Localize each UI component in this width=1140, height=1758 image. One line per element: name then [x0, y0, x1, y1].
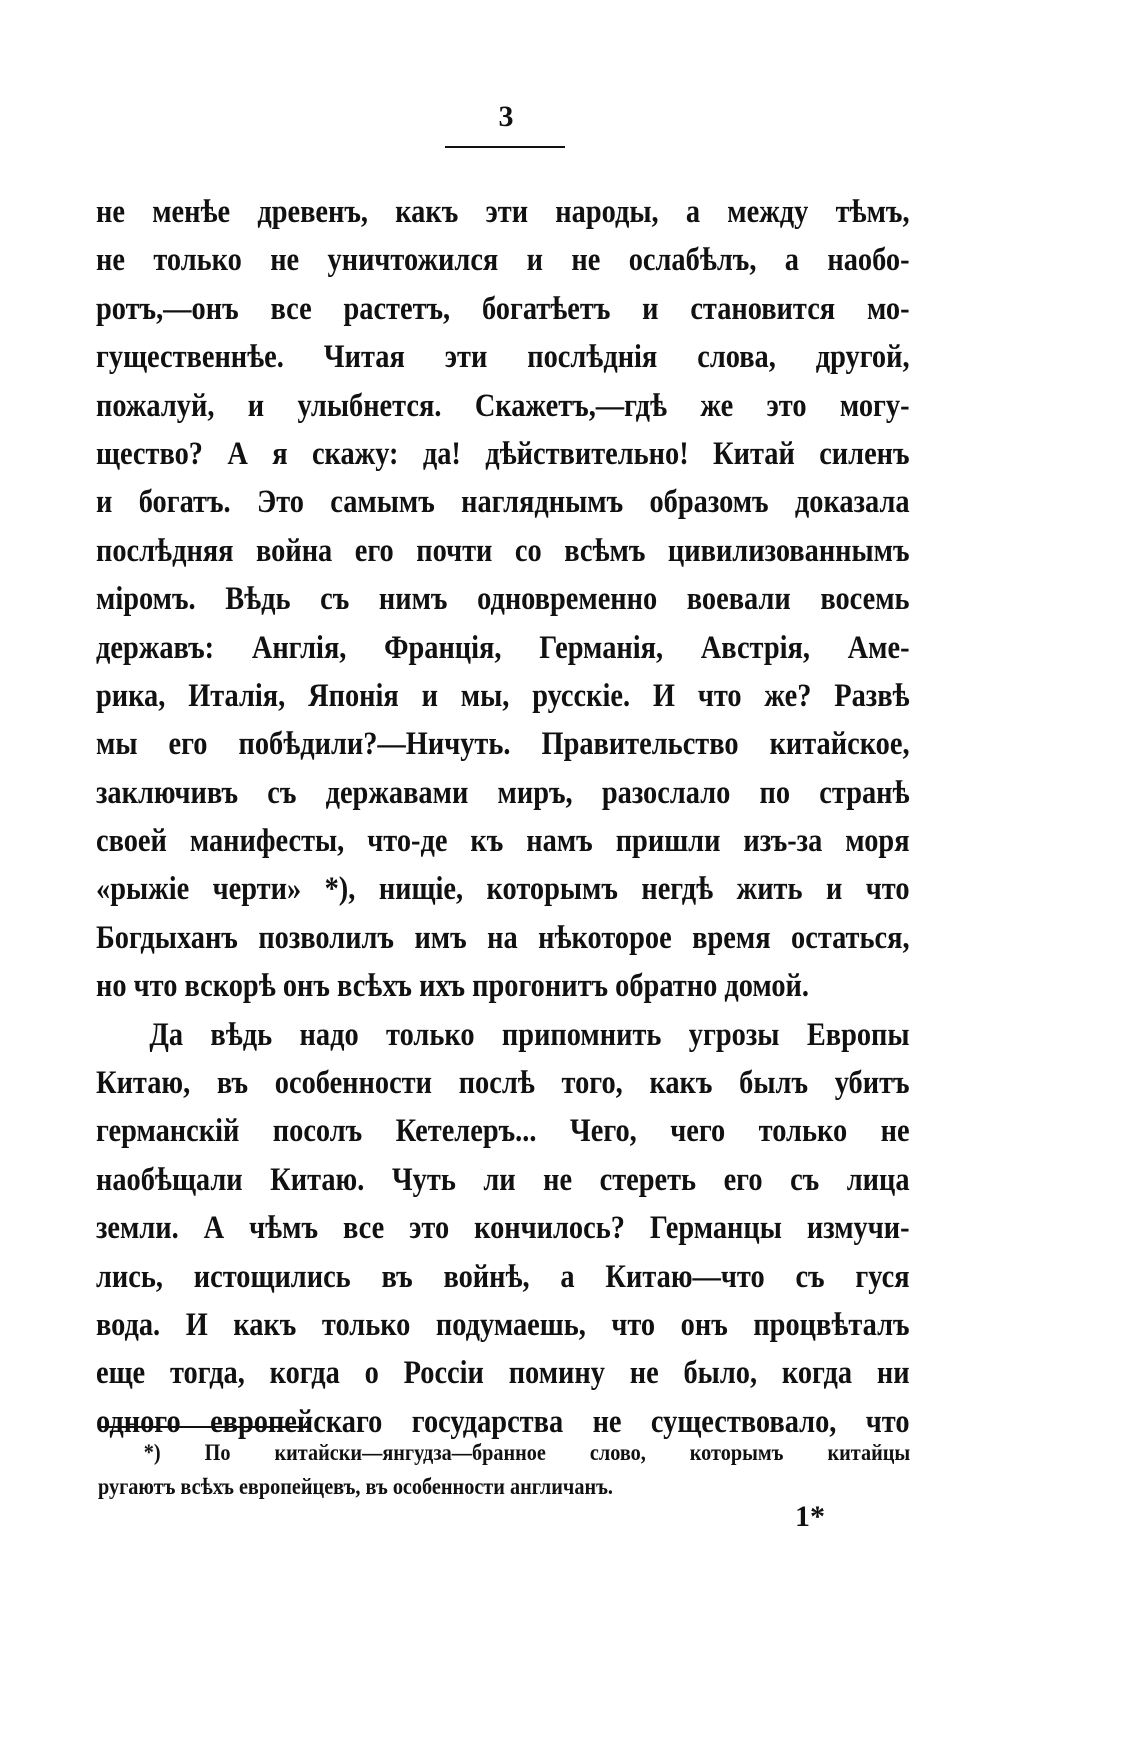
text-line: Богдыханъ позволилъ имъ на нѣкоторое время остаться, [96, 919, 910, 956]
text-line: и богатъ. Это самымъ нагляднымъ образомъ доказала [96, 484, 910, 521]
text-line: вода. И какъ только подумаешь, что онъ процвѣталъ [96, 1306, 910, 1343]
body-text [96, 188, 910, 1446]
page-number: 3 [498, 100, 514, 133]
text-line: но что вскорѣ онъ всѣхъ ихъ прогонитъ обратно домой. [96, 968, 809, 1005]
text-line: одного европейскаго государства не существовало, что [96, 1403, 910, 1440]
text-line: лись, истощились въ войнѣ, а Китаю—что съ гуся [96, 1258, 910, 1295]
footnote-line: *) По китайски—янгудза—бранное слово, которымъ китайцы [143, 1440, 911, 1465]
text-line: не только не уничтожился и не ослабѣлъ, а наобо- [96, 242, 910, 279]
page-number-rule [445, 146, 565, 148]
text-line: гущественнѣе. Читая эти послѣднія слова, другой, [96, 339, 910, 376]
text-line: германскій посолъ Кетелеръ... Чего, чего только не [96, 1113, 910, 1150]
text-line: «рыжіе черти» *), нищіе, которымъ негдѣ жить и что [96, 871, 910, 908]
footnote-rule [98, 1426, 310, 1428]
signature-mark: 1* [795, 1500, 825, 1533]
text-line: мы его побѣдили?—Ничуть. Правительство китайское, [96, 726, 910, 763]
text-line: державъ: Англія, Франція, Германія, Австрія, Аме- [96, 629, 910, 666]
text-line: еще тогда, когда о Россіи помину не было, когда ни [96, 1355, 910, 1392]
text-line: рика, Италія, Японія и мы, русскіе. И что же? Развѣ [96, 677, 910, 714]
text-line: міромъ. Вѣдь съ нимъ одновременно воевали восемь [96, 581, 910, 618]
text-line: Китаю, въ особенности послѣ того, какъ былъ убитъ [96, 1065, 910, 1102]
text-line: пожалуй, и улыбнется. Скажетъ,—гдѣ же это могу- [96, 387, 910, 424]
text-line: своей манифесты, что-де къ намъ пришли изъ-за моря [96, 823, 910, 860]
footnote-line: ругаютъ всѣхъ европейцевъ, въ особенности англичанъ. [98, 1474, 613, 1499]
text-line: послѣдняя война его почти со всѣмъ цивилизованнымъ [96, 532, 910, 569]
text-line: не менѣе древенъ, какъ эти народы, а между тѣмъ, [96, 194, 910, 230]
text-line: ротъ,—онъ все растетъ, богатѣетъ и становится мо- [96, 290, 910, 327]
text-line: щество? А я скажу: да! дѣйствительно! Китай силенъ [96, 435, 910, 472]
text-line: заключивъ съ державами миръ, разослало по странѣ [96, 774, 910, 811]
footnote [98, 1436, 910, 1504]
text-line: наобѣщали Китаю. Чуть ли не стереть его съ лица [96, 1161, 910, 1198]
paragraph-start-line: Да вѣдь надо только припомнить угрозы Европы [149, 1016, 910, 1053]
text-line: земли. А чѣмъ все это кончилось? Германцы измучи- [96, 1210, 910, 1247]
